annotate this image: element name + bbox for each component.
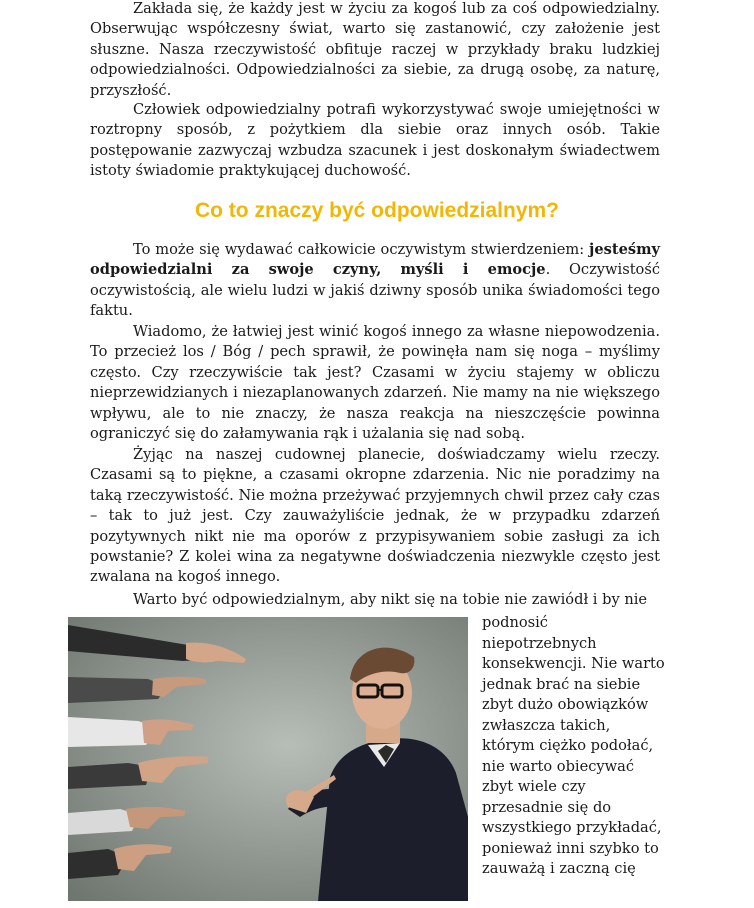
text-line: konsekwencji. Nie warto	[482, 655, 665, 672]
paragraph-1: Zakłada się, że każdy jest w życiu za kogoś lub za coś odpowiedzialny. Obserwując współczesny świat, warto się zastanowić, czy założenie jest słuszne. Nasza rzeczywistość obfituje raczej w przykłady braku ludzkiej odpowiedzialności. Odpowiedzialności za siebie, za drugą osobę, za naturę, przyszłość.	[90, 0, 660, 99]
text-line: ponieważ inni szybko to	[482, 839, 659, 857]
blame-illustration	[68, 617, 468, 901]
text-line: przesadnie się do	[482, 798, 612, 816]
text-line: zbyt dużo obowiązków	[482, 696, 649, 713]
bold-statement: jesteśmy odpowiedzialni za swoje czyny, myśli i emocje	[90, 241, 660, 279]
text-line: jednak brać na siebie	[482, 675, 641, 693]
paragraph-6-first-line: Warto być odpowiedzialnym, aby nikt się na tobie nie zawiódł i by nie	[133, 591, 648, 608]
text-line: podnosić	[482, 614, 548, 631]
paragraph-2: Człowiek odpowiedzialny potrafi wykorzystywać swoje umiejętności w roztropny sposób, z pożytkiem dla siebie oraz innych osób. Takie postępowanie zazwyczaj wzbudza szacunek i jest doskonałym świadectwem istoty świadomie praktykującej duchowość.	[90, 101, 660, 180]
text-line: niepotrzebnych	[482, 634, 597, 652]
text-line: wszystkiego przykładać,	[482, 819, 662, 836]
text-line: zbyt wiele czy	[482, 778, 586, 795]
text-line: zauważą i zaczną cię	[482, 860, 636, 877]
section-heading: Co to znaczy być odpowiedzialnym?	[194, 199, 560, 222]
paragraph-5: Żyjąc na naszej cudownej planecie, doświadczamy wielu rzeczy. Czasami są to piękne, a czasami okropne zdarzenia. Nic nie poradzimy na taką rzeczywistość. Nie można przeżywać przyjemnych chwil przez cały czas – tak to już jest. Czy zauważyliście jednak, że w przypadku zdarzeń pozytywnych nikt nie ma oporów z przypisywaniem sobie zasługi za ich powstanie? Z kolei wina za negatywne doświadczenia niezwykle często jest zwalana na kogoś innego.	[90, 446, 660, 586]
illustration-photo	[68, 617, 468, 901]
paragraph-3: To może się wydawać całkowicie oczywistym stwierdzeniem: jesteśmy odpowiedzialni za swoje czyny, myśli i emocje. Oczywistość oczywistością, ale wielu ludzi w jakiś dziwny sposób unika świadomości tego faktu.	[90, 241, 661, 320]
paragraph-4: Wiadomo, że łatwiej jest winić kogoś innego za własne niepowodzenia. To przecież los / Bóg / pech sprawił, że powinęła nam się noga – myślimy często. Czy rzeczywiście tak jest? Czasami w życiu stajemy w obliczu nieprzewidzianych i niezaplanowanych zdarzeń. Nie mamy na nie większego wpływu, ale to nie znaczy, że nasza reakcja na nieszczęście powinna ograniczyć się do załamywania rąk i użalania się nad sobą.	[90, 323, 660, 443]
text-line: nie warto obiecywać	[482, 757, 635, 775]
wrapped-text-column	[482, 613, 665, 880]
text-line: zwłaszcza takich,	[482, 716, 611, 734]
text-line: którym ciężko podołać,	[482, 737, 654, 754]
